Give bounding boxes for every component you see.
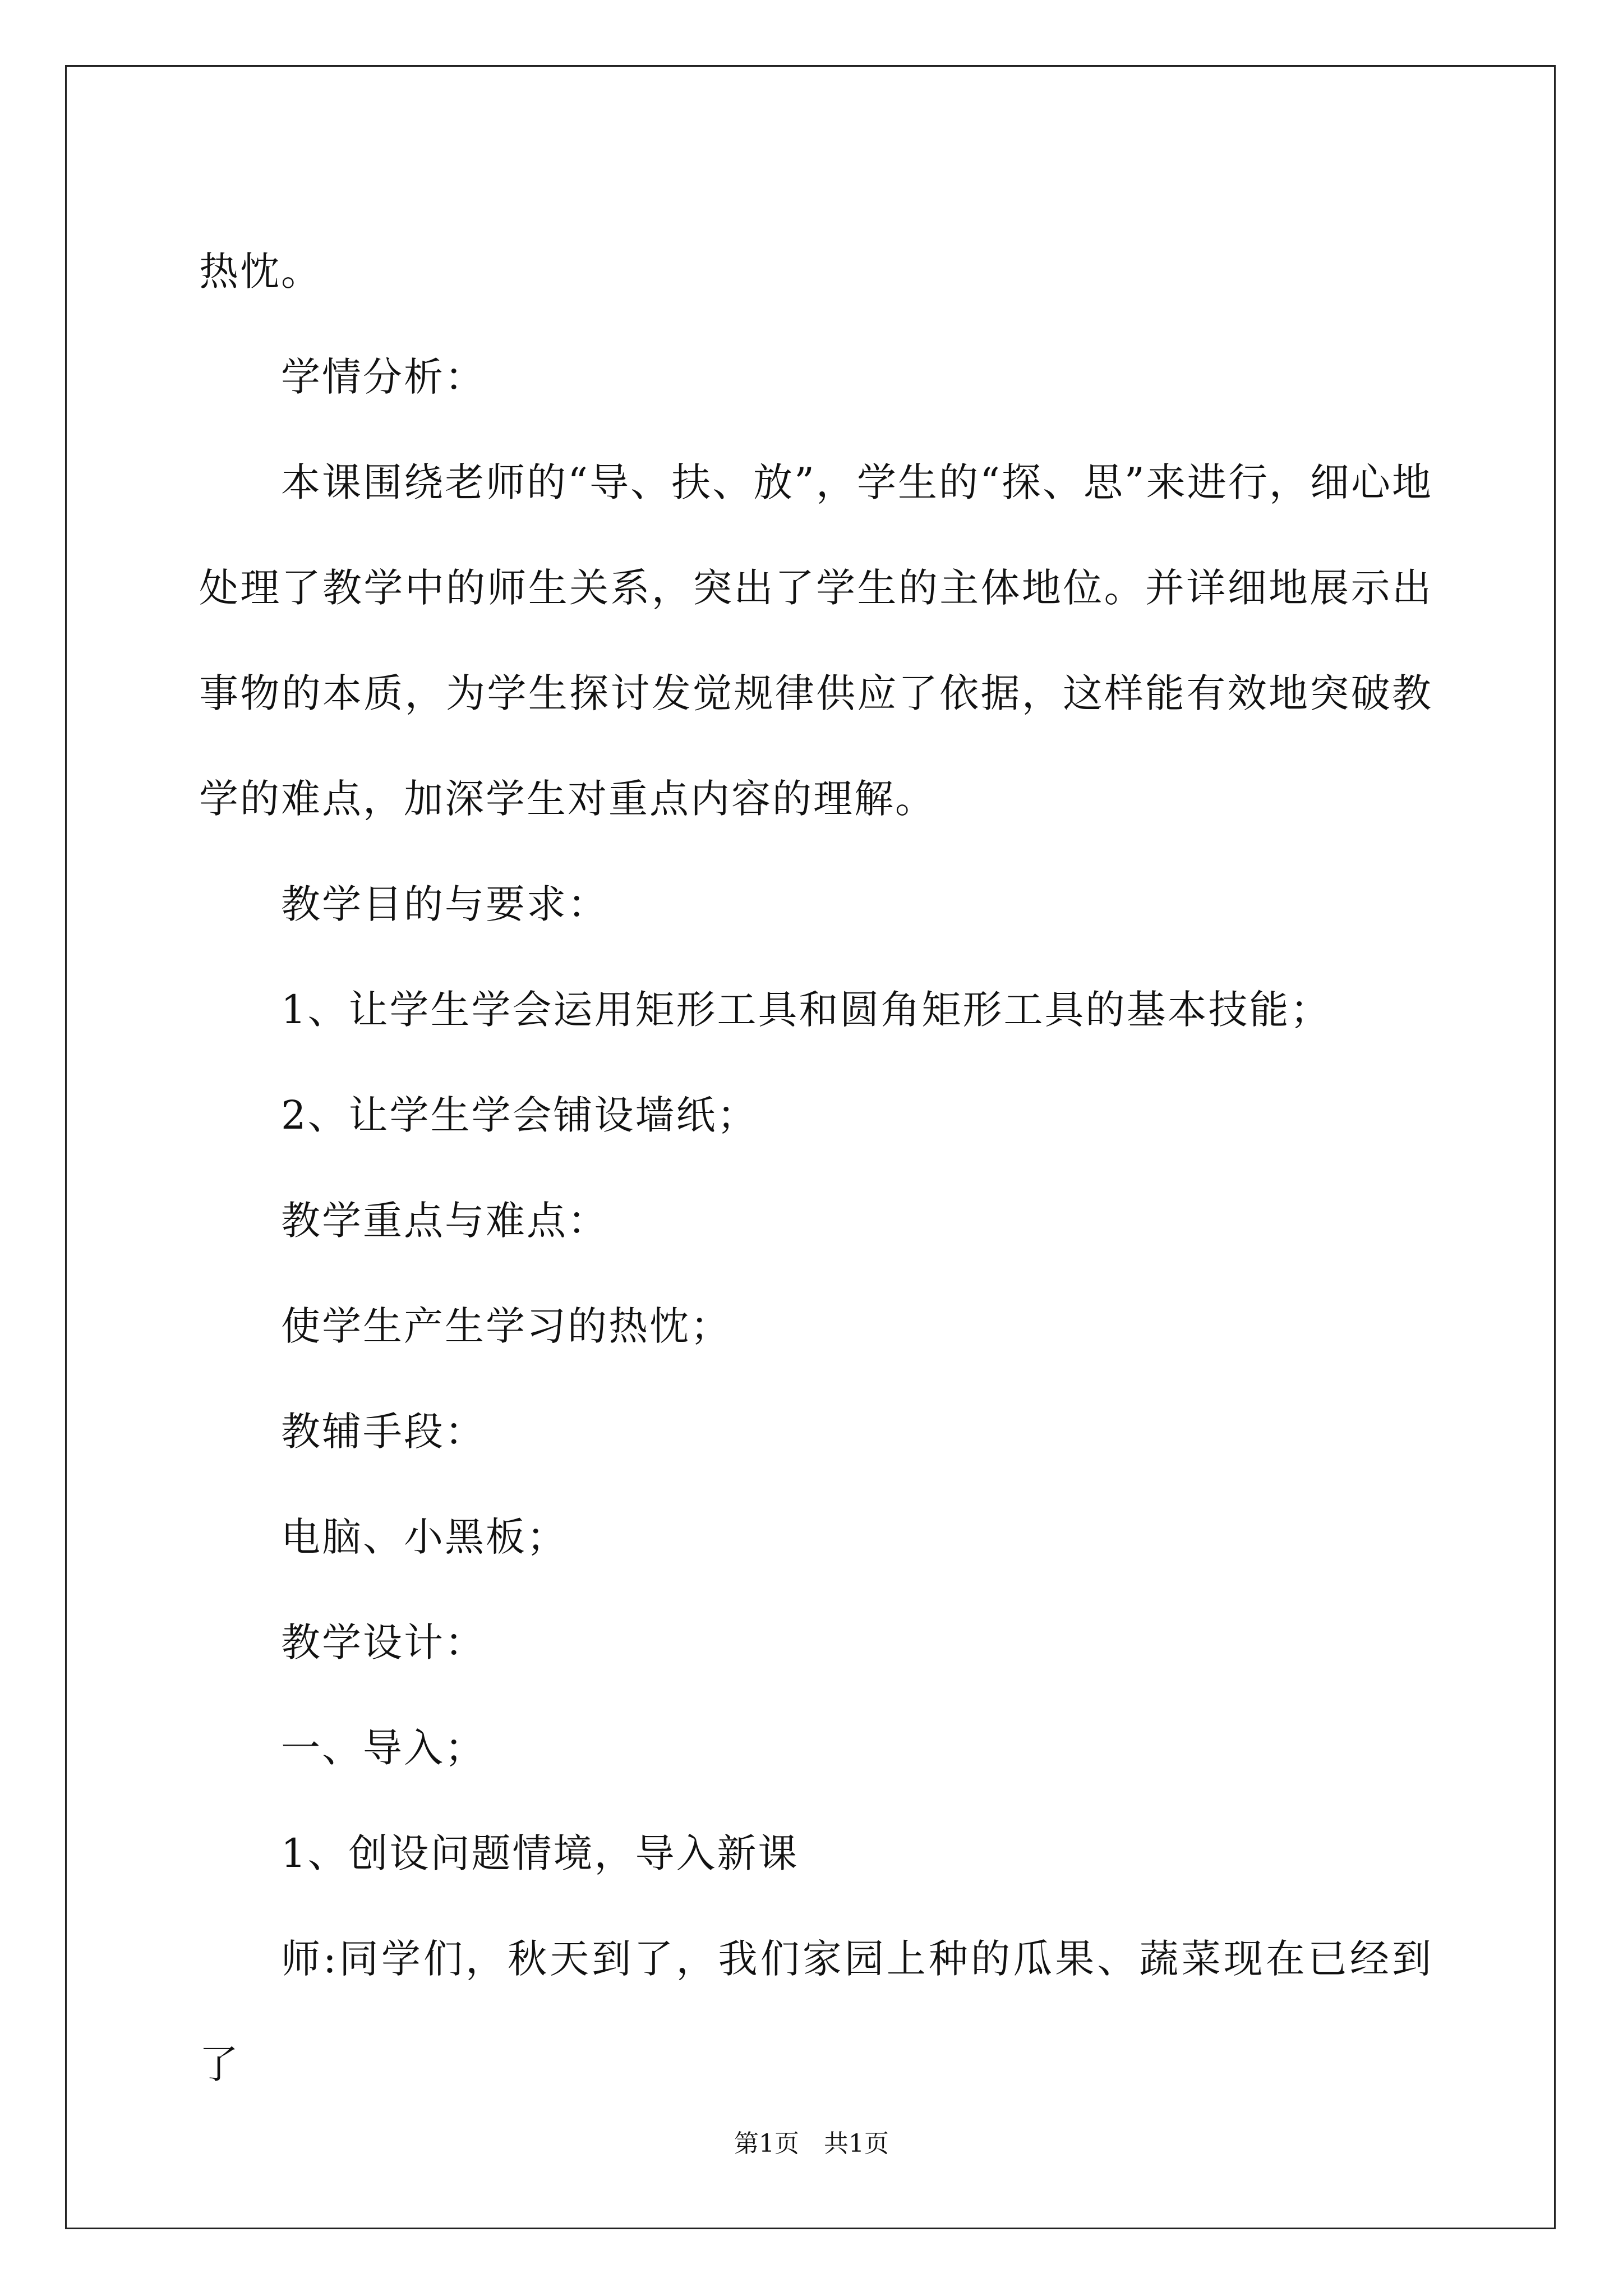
- paragraph-1: 热忱。: [199, 249, 322, 295]
- paragraph-11: 教学设计：: [281, 1619, 486, 1665]
- paragraph-12: 一、导入；: [281, 1725, 486, 1771]
- paragraph-13: 1、创设问题情境，导入新课: [281, 1830, 799, 1876]
- paragraph-6: 2、让学生学会铺设墙纸；: [281, 1092, 758, 1138]
- paragraph-10: 电脑、小黑板；: [281, 1514, 568, 1560]
- paragraph-4: 教学目的与要求：: [281, 881, 608, 927]
- paragraph-9: 教辅手段：: [281, 1409, 486, 1455]
- document-body: [199, 219, 1433, 2117]
- paragraph-7: 教学重点与难点：: [281, 1198, 608, 1244]
- page-footer: 第1页 共1页: [734, 2129, 889, 2158]
- paragraph-14: 师:同学们，秋天到了，我们家园上种的瓜果、蔬菜现在已经到了: [199, 1936, 1433, 2087]
- paragraph-3: 本课围绕老师的“导、扶、放”，学生的“探、思”来进行，细心地处理了教学中的师生关系，突出了学生的主体地位。并详细地展示出事物的本质，为学生探讨发觉规律供应了依据，这样能有效地突破教学的难点，加深学生对重点内容的理解。: [199, 459, 1433, 822]
- paragraph-5: 1、让学生学会运用矩形工具和圆角矩形工具的基本技能；: [281, 987, 1331, 1033]
- paragraph-2: 学情分析：: [281, 354, 486, 400]
- paragraph-8: 使学生产生学习的热忱；: [281, 1303, 731, 1349]
